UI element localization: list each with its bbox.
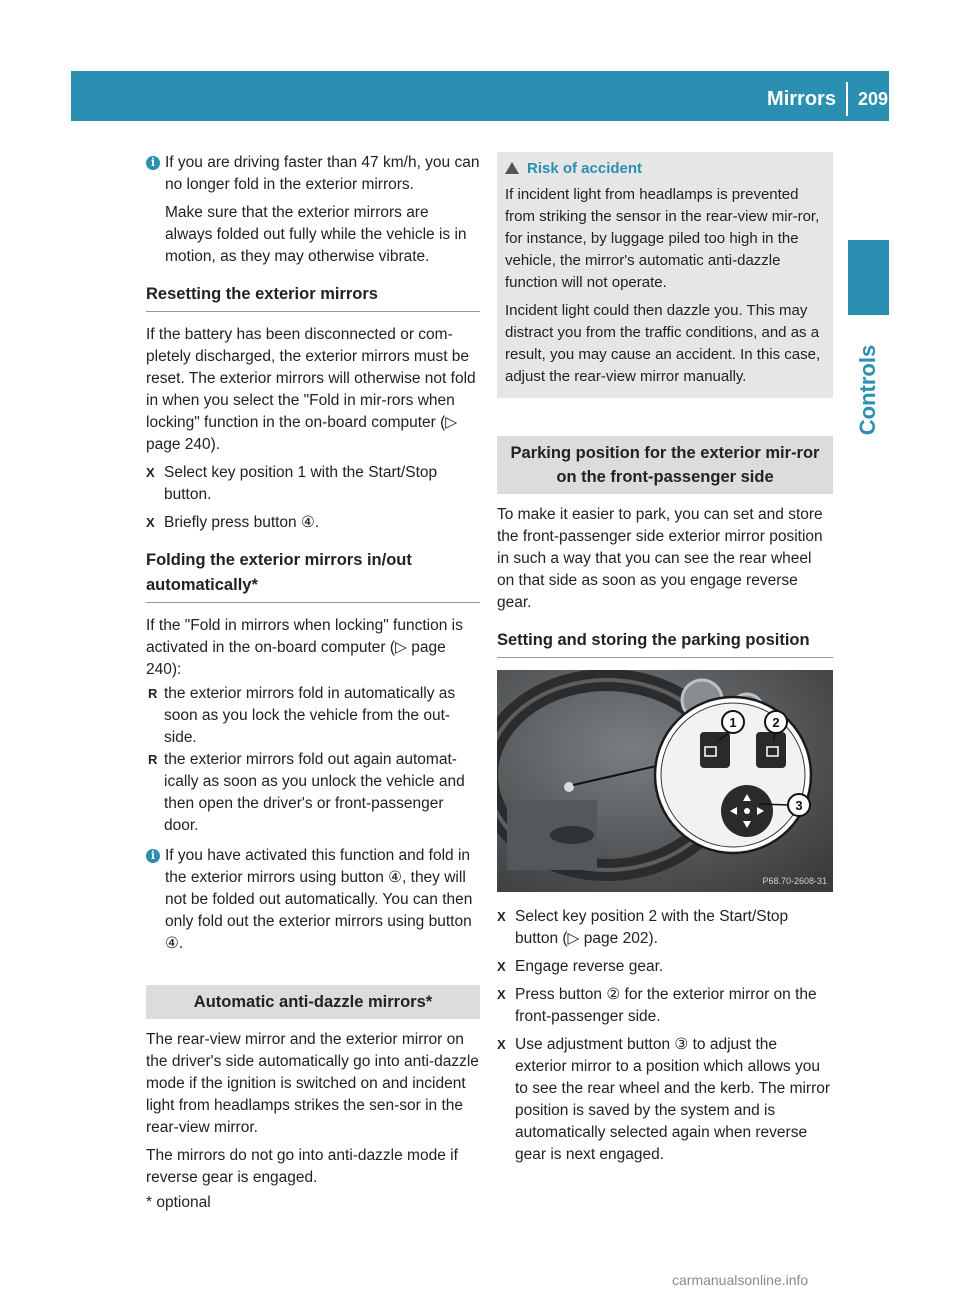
bullet-icon: R xyxy=(148,752,158,767)
paragraph: If the battery has been disconnected or com-pletely discharged, the exterior mirrors must be reset. The exterior mirrors will otherwise not fold in when you select the "Fold in mir-rors when locking" function in the on-board computer (▷ page 240). xyxy=(146,326,476,453)
info-icon: i xyxy=(146,156,160,170)
paragraph: The rear-view mirror and the exterior mirror on the driver's side automatically go into anti-dazzle mode if the ignition is switched on and incident light from headlamps strikes the sen-sor in the rear-view mirror. xyxy=(146,1031,479,1136)
footnote: * optional xyxy=(146,1194,211,1211)
step-item: X Select key position 1 with the Start/Stop button. xyxy=(146,464,438,503)
step-marker-icon: X xyxy=(497,959,506,974)
chapter-label: Controls xyxy=(855,344,880,436)
right-column xyxy=(497,152,833,1172)
section-title: Mirrors xyxy=(767,88,836,110)
dashboard-photo xyxy=(497,670,833,892)
paragraph: If the "Fold in mirrors when locking" function is activated in the on-board computer (▷ page 240): xyxy=(146,617,463,678)
step-item: X Briefly press button ④. xyxy=(146,512,480,534)
bullet-item: R the exterior mirrors fold in automatically as soon as you lock the vehicle from the out-side. xyxy=(148,685,456,746)
warning-title: Risk of accident xyxy=(505,158,825,180)
bullet-item: R the exterior mirrors fold out again automat-ically as soon as you unlock the vehicle and then open the driver's or front-passenger door. xyxy=(148,751,465,834)
step-item: X Use adjustment button ③ to adjust the exterior mirror to a position which allows you to see the rear wheel and the kerb. The mirror position is saved by the system and is automatically selected again when reverse gear is next engaged. xyxy=(497,1036,831,1163)
mirror-controls-illustration xyxy=(497,670,833,892)
heading-set: Setting and storing the parking position xyxy=(497,628,833,658)
step-marker-icon: X xyxy=(497,909,506,924)
left-column xyxy=(146,152,480,1195)
note-text: If you are driving faster than 47 km/h, you can no longer fold in the exterior mirrors. xyxy=(165,154,480,193)
step-item: X Press button ② for the exterior mirror on the front-passenger side. xyxy=(497,986,817,1025)
page-header xyxy=(767,84,888,114)
info-note xyxy=(146,845,480,955)
note-text: If you have activated this function and fold in the exterior mirrors using button ④, they will not be folded out automatically. You can then only fold out the exterior mirrors using button ④. xyxy=(165,847,473,952)
bullet-icon: R xyxy=(148,686,158,701)
step-item: X Select key position 2 with the Start/Stop button (▷ page 202). xyxy=(497,908,789,947)
page-number: 209 xyxy=(857,89,888,109)
step-item: X Engage reverse gear. xyxy=(497,956,833,978)
info-note xyxy=(146,152,480,268)
callout-label: 1 xyxy=(729,715,737,730)
heading-dazzle: Automatic anti-dazzle mirrors* xyxy=(146,985,480,1019)
heading-parking: Parking position for the exterior mir-ror on the front-passenger side xyxy=(497,436,833,494)
heading-reset: Resetting the exterior mirrors xyxy=(146,282,480,312)
paragraph: The mirrors do not go into anti-dazzle mode if reverse gear is engaged. xyxy=(146,1147,458,1186)
chapter-tab xyxy=(848,240,889,315)
warning-box xyxy=(497,152,833,398)
step-marker-icon: X xyxy=(497,1037,506,1052)
image-code: P68.70-2608-31 xyxy=(762,876,827,886)
callout-label: 2 xyxy=(772,715,780,730)
warning-icon xyxy=(505,162,519,174)
callout-label: 3 xyxy=(795,798,803,813)
warning-text: If incident light from headlamps is prevented from striking the sensor in the rear-view mir-ror, for instance, by luggage piled too high in the vehicle, the mirror's automatic anti-dazzle function will not operate. xyxy=(505,186,820,291)
header-divider xyxy=(846,82,848,116)
step-marker-icon: X xyxy=(146,515,155,530)
heading-fold: Folding the exterior mirrors in/out automatically* xyxy=(146,548,480,603)
info-icon: i xyxy=(146,849,160,863)
step-marker-icon: X xyxy=(146,465,155,480)
note-text: Make sure that the exterior mirrors are always folded out fully while the vehicle is in motion, as they may otherwise vibrate. xyxy=(165,204,467,265)
step-marker-icon: X xyxy=(497,987,506,1002)
paragraph: To make it easier to park, you can set and store the front-passenger side exterior mirror position in such a way that you can see the rear wheel on that side as soon as you engage reverse gear. xyxy=(497,506,823,611)
warning-text: Incident light could then dazzle you. This may distract you from the traffic conditions, and as a result, you may cause an accident. In this case, adjust the rear-view mirror manually. xyxy=(505,302,821,385)
watermark[interactable]: carmanualsonline.info xyxy=(672,1272,809,1288)
